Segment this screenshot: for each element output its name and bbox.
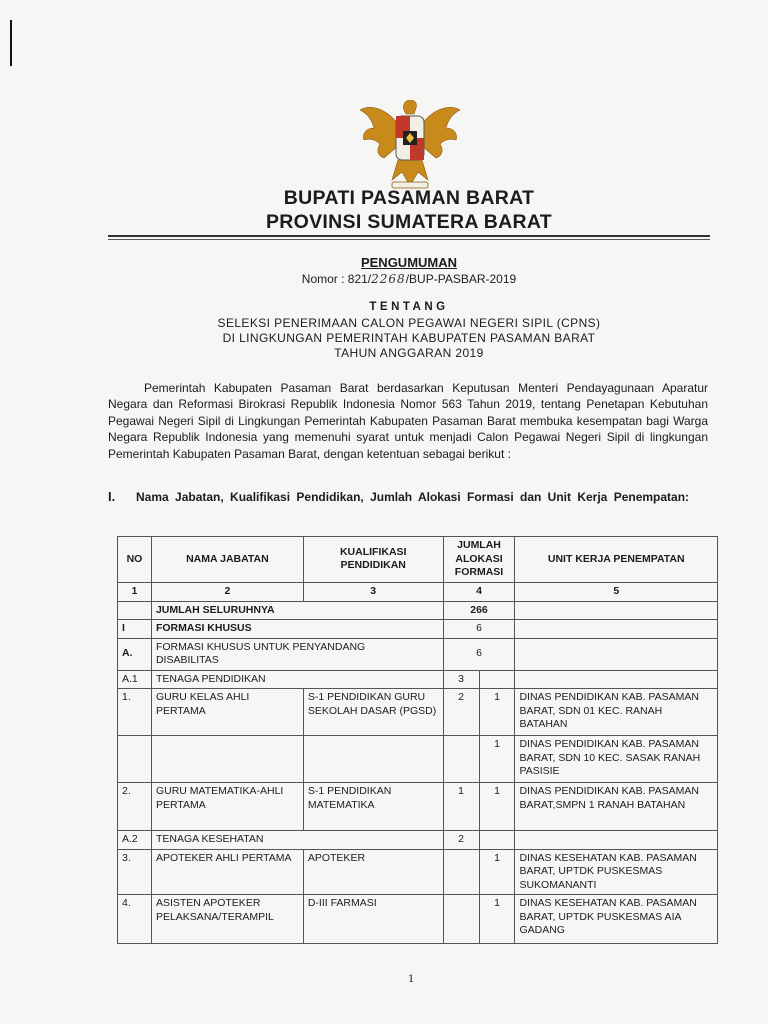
row-no: A. [118, 638, 152, 670]
page-number: 1 [408, 974, 415, 985]
row-label: TENAGA KESEHATAN [151, 831, 443, 850]
header-unit-kerja: UNIT KERJA PENEMPATAN [515, 537, 718, 583]
table-row-formasi-khusus [118, 620, 718, 639]
row-no: 4. [118, 895, 152, 944]
row-jabatan: GURU KELAS AHLI PERTAMA [151, 689, 303, 736]
number-suffix: /BUP-PASBAR-2019 [405, 272, 517, 286]
column-number: 1 [118, 582, 152, 601]
row-value: 6 [443, 638, 515, 670]
row-alokasi: 1 [479, 783, 515, 831]
row-label: TENAGA PENDIDIKAN [151, 670, 443, 689]
header-jumlah: JUMLAH ALOKASI FORMASI [443, 537, 515, 583]
letterhead-title-word2: PASAMAN BARAT [360, 187, 535, 209]
announcement-heading: PENGUMUMAN [360, 255, 458, 270]
header-no: NO [118, 537, 152, 583]
table-row [118, 783, 718, 831]
table-row-group-a2 [118, 831, 718, 850]
table-row-group-a1 [118, 670, 718, 689]
subject-line: TAHUN ANGGARAN 2019 [334, 346, 484, 360]
row-value: 3 [443, 670, 479, 689]
table-row [118, 849, 718, 895]
letterhead-province: PROVINSI SUMATERA BARAT [265, 211, 553, 233]
row-jumlah: 1 [443, 783, 479, 831]
announcement-number [0, 272, 768, 286]
garuda-emblem-icon [358, 100, 462, 192]
section-number: I. [108, 489, 116, 504]
number-prefix: Nomor : 821/ [301, 272, 372, 286]
row-jumlah: 2 [443, 689, 479, 736]
subject-line: SELEKSI PENERIMAAN CALON PEGAWAI NEGERI SIPIL (CPNS) [217, 316, 601, 330]
row-unit: DINAS KESEHATAN KAB. PASAMAN BARAT, UPTDK PUSKESMAS AIA GADANG [515, 895, 718, 944]
row-jabatan: ASISTEN APOTEKER PELAKSANA/TERAMPIL [151, 895, 303, 944]
row-alokasi: 1 [479, 689, 515, 736]
header-nama-jabatan: NAMA JABATAN [151, 537, 303, 583]
section-title: Nama Jabatan, Kualifikasi Pendidikan, Jumlah Alokasi Formasi dan Unit Kerja Penempatan: [136, 490, 690, 504]
row-kualifikasi: S-1 PENDIDIKAN MATEMATIKA [303, 783, 443, 831]
table-row-total [118, 601, 718, 620]
row-unit: DINAS PENDIDIKAN KAB. PASAMAN BARAT, SDN 01 KEC. RANAH BATAHAN [515, 689, 718, 736]
total-value: 266 [443, 601, 515, 620]
row-no: 2. [118, 783, 152, 831]
row-label: FORMASI KHUSUS UNTUK PENYANDANG DISABILITAS [151, 638, 443, 670]
letterhead-rule-thick [108, 235, 710, 237]
row-unit: DINAS PENDIDIKAN KAB. PASAMAN BARAT,SMPN 1 RANAH BATAHAN [515, 783, 718, 831]
column-number: 3 [303, 582, 443, 601]
column-number: 4 [443, 582, 515, 601]
row-kualifikasi: D-III FARMASI [303, 895, 443, 944]
row-alokasi: 1 [479, 849, 515, 895]
body-paragraph-text: Pemerintah Kabupaten Pasaman Barat berdasarkan Keputusan Menteri Pendayagunaan Aparatur Negara dan Reformasi Birokrasi Republik Indonesia Nomor 563 Tahun 2019, tentang Penetapan Kebutuhan Pegawai Negeri Sipil di Lingkungan Pemerintah Kabupaten Pasaman Barat membuka kesempatan bagi Warga Negara Republik Indonesia yang memenuhi syarat untuk menjadi Calon Pegawai Negeri Sipil di lingkungan Pemerintah Kabupaten Pasaman Barat, dengan ketentuan sebagai berikut : [108, 381, 708, 461]
table-row [118, 895, 718, 944]
row-unit: DINAS PENDIDIKAN KAB. PASAMAN BARAT, SDN 10 KEC. SASAK RANAH PASISIE [515, 736, 718, 783]
table-row-disabilitas [118, 638, 718, 670]
row-alokasi: 1 [479, 736, 515, 783]
row-no: 1. [118, 689, 152, 736]
row-jabatan: GURU MATEMATIKA-AHLI PERTAMA [151, 783, 303, 831]
row-value: 2 [443, 831, 479, 850]
column-number: 2 [151, 582, 303, 601]
about-label: TENTANG [369, 301, 449, 313]
letterhead-title-word1: BUPATI [283, 187, 356, 209]
letterhead-rule-thin [108, 239, 710, 240]
total-label: JUMLAH SELURUHNYA [151, 601, 443, 620]
table-row [118, 736, 718, 783]
table-row [118, 689, 718, 736]
header-kualifikasi: KUALIFIKASI PENDIDIKAN [303, 537, 443, 583]
table-header-row [118, 537, 718, 583]
column-number: 5 [515, 582, 718, 601]
row-no: A.1 [118, 670, 152, 689]
body-paragraph [108, 380, 708, 462]
formation-table [117, 536, 718, 944]
row-alokasi: 1 [479, 895, 515, 944]
subject-line: DI LINGKUNGAN PEMERINTAH KABUPATEN PASAMAN BARAT [222, 331, 596, 345]
row-no: A.2 [118, 831, 152, 850]
table-column-number-row [118, 582, 718, 601]
letterhead-title [0, 187, 768, 210]
row-no: I [118, 620, 152, 639]
row-no: 3. [118, 849, 152, 895]
scan-edge-mark [10, 20, 12, 66]
number-handwritten: 2268 [371, 272, 406, 286]
row-jabatan: APOTEKER AHLI PERTAMA [151, 849, 303, 895]
row-kualifikasi: S-1 PENDIDIKAN GURU SEKOLAH DASAR (PGSD) [303, 689, 443, 736]
row-label: FORMASI KHUSUS [151, 620, 443, 639]
row-unit: DINAS KESEHATAN KAB. PASAMAN BARAT, UPTDK PUSKESMAS SUKOMANANTI [515, 849, 718, 895]
row-value: 6 [443, 620, 515, 639]
row-kualifikasi: APOTEKER [303, 849, 443, 895]
